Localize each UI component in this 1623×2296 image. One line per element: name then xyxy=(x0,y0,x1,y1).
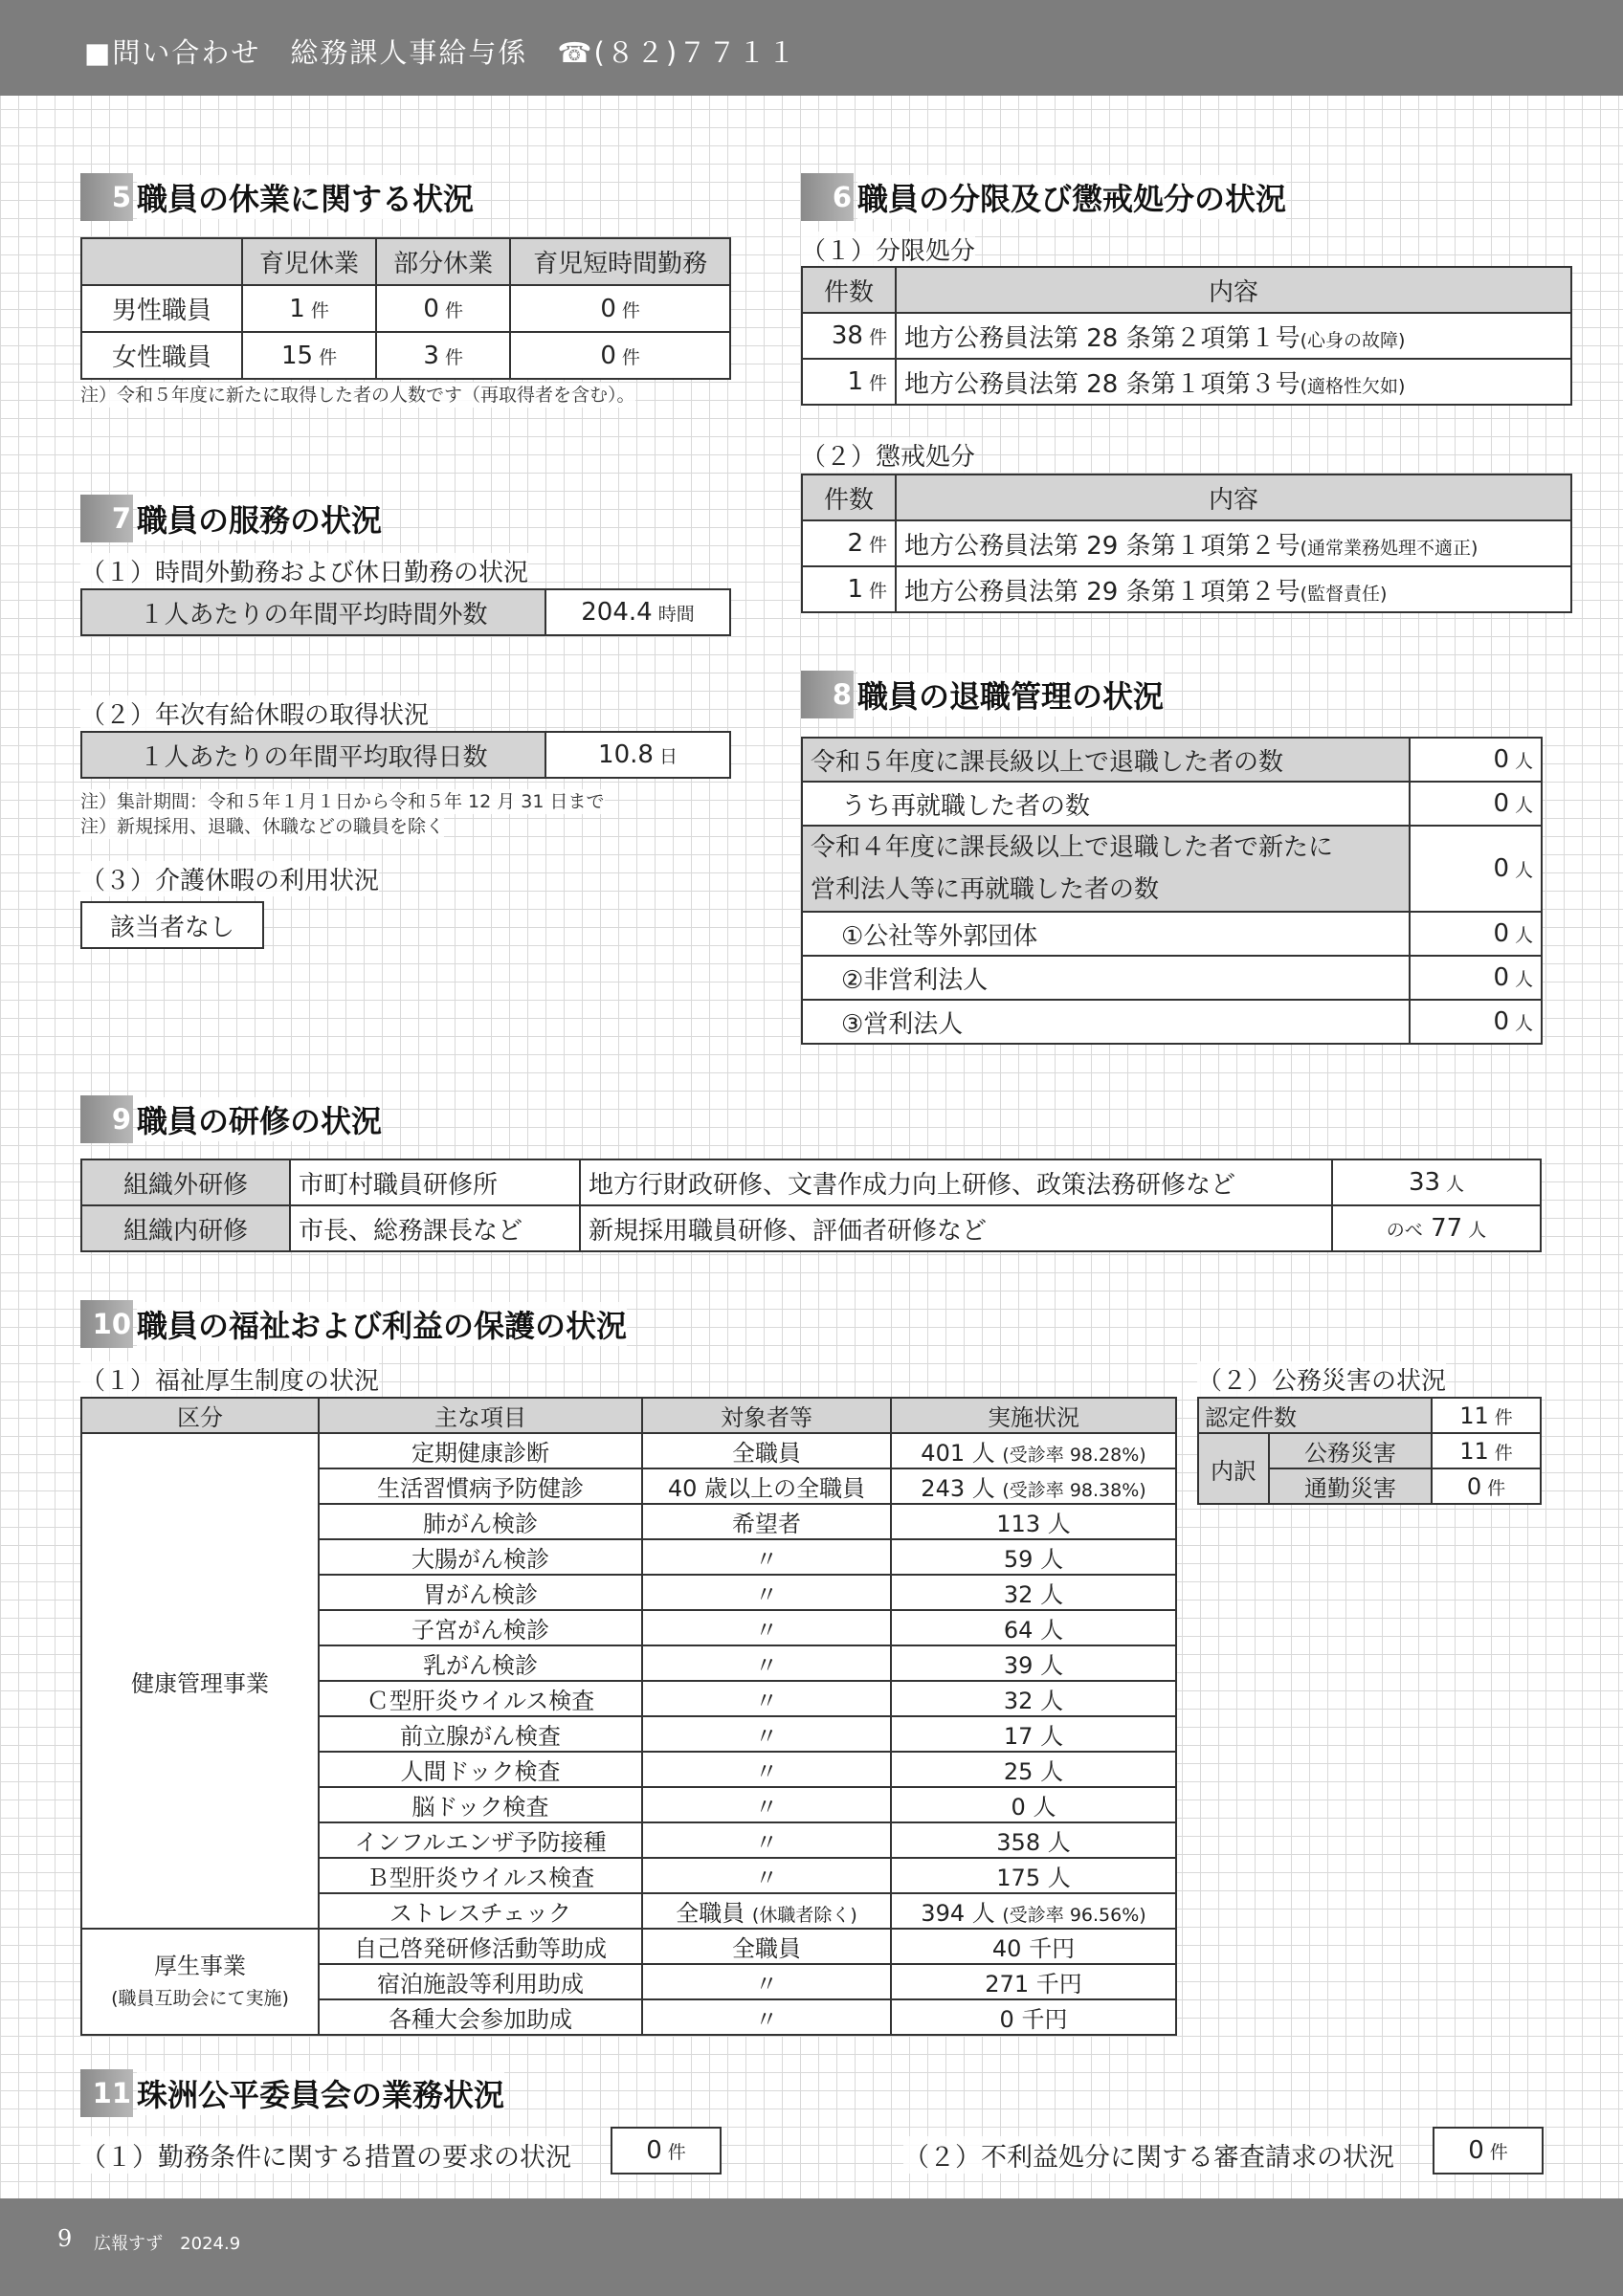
table-row: 内訳 公務災害 11 件 xyxy=(1198,1433,1541,1468)
table-row: 胃がん検診 〃 32 人 xyxy=(81,1575,1176,1610)
s11-sub1: （１）勤務条件に関する措置の要求の状況 xyxy=(80,2136,571,2174)
section-6-heading xyxy=(801,173,1286,221)
table-row: 38 件 地方公務員法第 28 条第２項第１号(心身の故障) xyxy=(802,313,1571,359)
table-row: 子宮がん検診 〃 64 人 xyxy=(81,1610,1176,1645)
retirement-table xyxy=(801,737,1543,1045)
section-title: 職員の福祉および利益の保護の状況 xyxy=(137,1302,627,1346)
page-header xyxy=(0,0,1623,96)
section-title: 職員の休業に関する状況 xyxy=(137,175,474,219)
section-11-heading xyxy=(80,2069,504,2117)
s7-sub1: （１）時間外勤務および休日勤務の状況 xyxy=(80,553,528,588)
section-number: 10 xyxy=(80,1300,133,1348)
col-header: 育児休業 xyxy=(242,238,376,285)
table-row: 2 件 地方公務員法第 29 条第１項第２号(通常業務処理不適正) xyxy=(802,520,1571,566)
s5-note: 注）令和５年度に新たに取得した者の人数です（再取得者を含む）。 xyxy=(80,385,635,406)
table-row: Ｂ型肝炎ウイルス検査 〃 175 人 xyxy=(81,1858,1176,1893)
training-table xyxy=(80,1159,1542,1252)
paid-leave-table: １人あたりの年間平均取得日数 10.8 日 xyxy=(80,731,731,779)
table-row: Ｃ型肝炎ウイルス検査 〃 32 人 xyxy=(81,1681,1176,1716)
table-row: 人間ドック検査 〃 25 人 xyxy=(81,1752,1176,1787)
table-row: 肺がん検診 希望者 113 人 xyxy=(81,1504,1176,1539)
table-row: 生活習慣病予防健診 40 歳以上の全職員 243 人 (受診率 98.38%) xyxy=(81,1468,1176,1504)
page-footer xyxy=(0,2198,1623,2296)
table-row: 男性職員 1 件 0 件 0 件 xyxy=(81,285,730,332)
page-number: 9 xyxy=(57,2225,73,2252)
section-10-heading xyxy=(80,1300,627,1348)
section-title: 珠洲公平委員会の業務状況 xyxy=(137,2071,504,2115)
section-number: 9 xyxy=(80,1095,133,1143)
col-header: 部分休業 xyxy=(376,238,510,285)
s7-note1: 注）集計期間：令和５年１月１日から令和５年 12 月 31 日まで xyxy=(80,791,605,812)
welfare-table: 区分 主な項目 対象者等 実施状況 健康管理事業 定期健康診断 全職員 401 人 (受診率 98.28%) 生活習慣病予防健診 40 歳以上の全職員 243 人 (受診率 98.38%) 肺がん検診 希望者 113 人 大腸がん検診 〃 59 人 胃がん検診 〃 32 人 子宮がん検診 〃 64 人 乳がん検診 〃 39 人 Ｃ型肝炎ウイルス検査 〃 32 人 前立腺がん検査 〃 17 人 人間ドック検査 〃 25 人 脳ドック検査 〃 0 人 インフルエンザ予防接種 〃 358 人 Ｂ型肝炎ウイルス検査 〃 175 人 ストレスチェック 全職員 (休職者除く) 394 人 (受診率 96.56%) 厚生事業 (職員互助会にて実施) 自己啓発研修活動等助成 全職員 40 千円 宿泊施設等利用助成 〃 271 千円 各種大会参加助成 〃 0 千円 xyxy=(80,1397,1177,2036)
publication-name: 広報すず 2024.9 xyxy=(94,2234,241,2254)
table-row: 1 件 地方公務員法第 28 条第１項第３号(適格性欠如) xyxy=(802,359,1571,405)
section-number: 7 xyxy=(80,495,133,542)
contact-info: ■問い合わせ 総務課人事給与係 ☎(８２)７７１１ xyxy=(84,36,798,69)
section-number: 5 xyxy=(80,173,133,221)
table-row: 令和５年度に課長級以上で退職した者の数 0 人 xyxy=(802,738,1542,782)
s11-sub2: （２）不利益処分に関する審査請求の状況 xyxy=(903,2136,1394,2174)
table-row: ③営利法人 0 人 xyxy=(802,1000,1542,1044)
row-label: 女性職員 xyxy=(81,332,242,379)
s10-sub2: （２）公務災害の状況 xyxy=(1197,1361,1446,1397)
table-row: うち再就職した者の数 0 人 xyxy=(802,782,1542,826)
table-row: 宿泊施設等利用助成 〃 271 千円 xyxy=(81,1964,1176,1999)
s10-sub1: （１）福祉厚生制度の状況 xyxy=(80,1361,379,1397)
col-header: 育児短時間勤務 xyxy=(510,238,730,285)
table-row: 組織内研修 市長、総務課長など 新規採用職員研修、評価者研修など のべ 77 人 xyxy=(81,1205,1541,1251)
table-row: 認定件数 11 件 xyxy=(1198,1398,1541,1433)
section-title: 職員の服務の状況 xyxy=(137,497,382,541)
table-row: ①公社等外郭団体 0 人 xyxy=(802,912,1542,956)
s7-note2: 注）新規採用、退職、休職などの職員を除く xyxy=(80,816,445,837)
section-title: 職員の研修の状況 xyxy=(137,1097,382,1141)
table-row: ストレスチェック 全職員 (休職者除く) 394 人 (受診率 96.56%) xyxy=(81,1893,1176,1929)
section-number: 8 xyxy=(801,671,854,718)
table-row: 令和４年度に課長級以上で退職した者で新たに 営利法人等に再就職した者の数 0 人 xyxy=(802,826,1542,912)
s11-value2-box: 0 件 xyxy=(1433,2127,1544,2175)
table-row: 1 件 地方公務員法第 29 条第１項第２号(監督責任) xyxy=(802,566,1571,612)
overtime-table: １人あたりの年間平均時間外数 204.4 時間 xyxy=(80,588,731,636)
choukai-table: 件数 内容 2 件 地方公務員法第 29 条第１項第２号(通常業務処理不適正) 1 件 地方公務員法第 29 条第１項第２号(監督責任) xyxy=(801,474,1572,613)
row-label: 男性職員 xyxy=(81,285,242,332)
bunken-table: 件数 内容 38 件 地方公務員法第 28 条第２項第１号(心身の故障) 1 件 地方公務員法第 28 条第１項第３号(適格性欠如) xyxy=(801,266,1572,406)
table-row: 健康管理事業 定期健康診断 全職員 401 人 (受診率 98.28%) xyxy=(81,1433,1176,1468)
s6-sub2: （２）懲戒処分 xyxy=(801,437,975,473)
table-row: 前立腺がん検査 〃 17 人 xyxy=(81,1716,1176,1752)
table-row: 各種大会参加助成 〃 0 千円 xyxy=(81,1999,1176,2035)
s7-sub2: （２）年次有給休暇の取得状況 xyxy=(80,695,429,731)
work-accident-table xyxy=(1197,1397,1542,1505)
leave-table xyxy=(80,237,731,380)
s6-sub1: （１）分限処分 xyxy=(801,232,975,267)
table-row: 厚生事業 (職員互助会にて実施) 自己啓発研修活動等助成 全職員 40 千円 xyxy=(81,1929,1176,1964)
table-row: ②非営利法人 0 人 xyxy=(802,956,1542,1000)
table-row: 大腸がん検診 〃 59 人 xyxy=(81,1539,1176,1575)
section-number: 6 xyxy=(801,173,854,221)
section-number: 11 xyxy=(80,2069,133,2117)
section-title: 職員の分限及び懲戒処分の状況 xyxy=(857,175,1286,219)
section-8-heading xyxy=(801,671,1164,718)
table-row: インフルエンザ予防接種 〃 358 人 xyxy=(81,1822,1176,1858)
s7-sub3: （３）介護休暇の利用状況 xyxy=(80,861,379,896)
table-row: 女性職員 15 件 3 件 0 件 xyxy=(81,332,730,379)
section-7-heading xyxy=(80,495,382,542)
section-5-heading xyxy=(80,173,474,221)
s11-value1-box: 0 件 xyxy=(611,2127,722,2175)
table-row: 組織外研修 市町村職員研修所 地方行財政研修、文書作成力向上研修、政策法務研修など 33 人 xyxy=(81,1159,1541,1205)
care-leave-box: 該当者なし xyxy=(80,901,264,949)
section-9-heading xyxy=(80,1095,382,1143)
section-title: 職員の退職管理の状況 xyxy=(857,673,1164,717)
table-row: 脳ドック検査 〃 0 人 xyxy=(81,1787,1176,1822)
table-row: 通勤災害 0 件 xyxy=(1198,1468,1541,1504)
table-row: 乳がん検診 〃 39 人 xyxy=(81,1645,1176,1681)
